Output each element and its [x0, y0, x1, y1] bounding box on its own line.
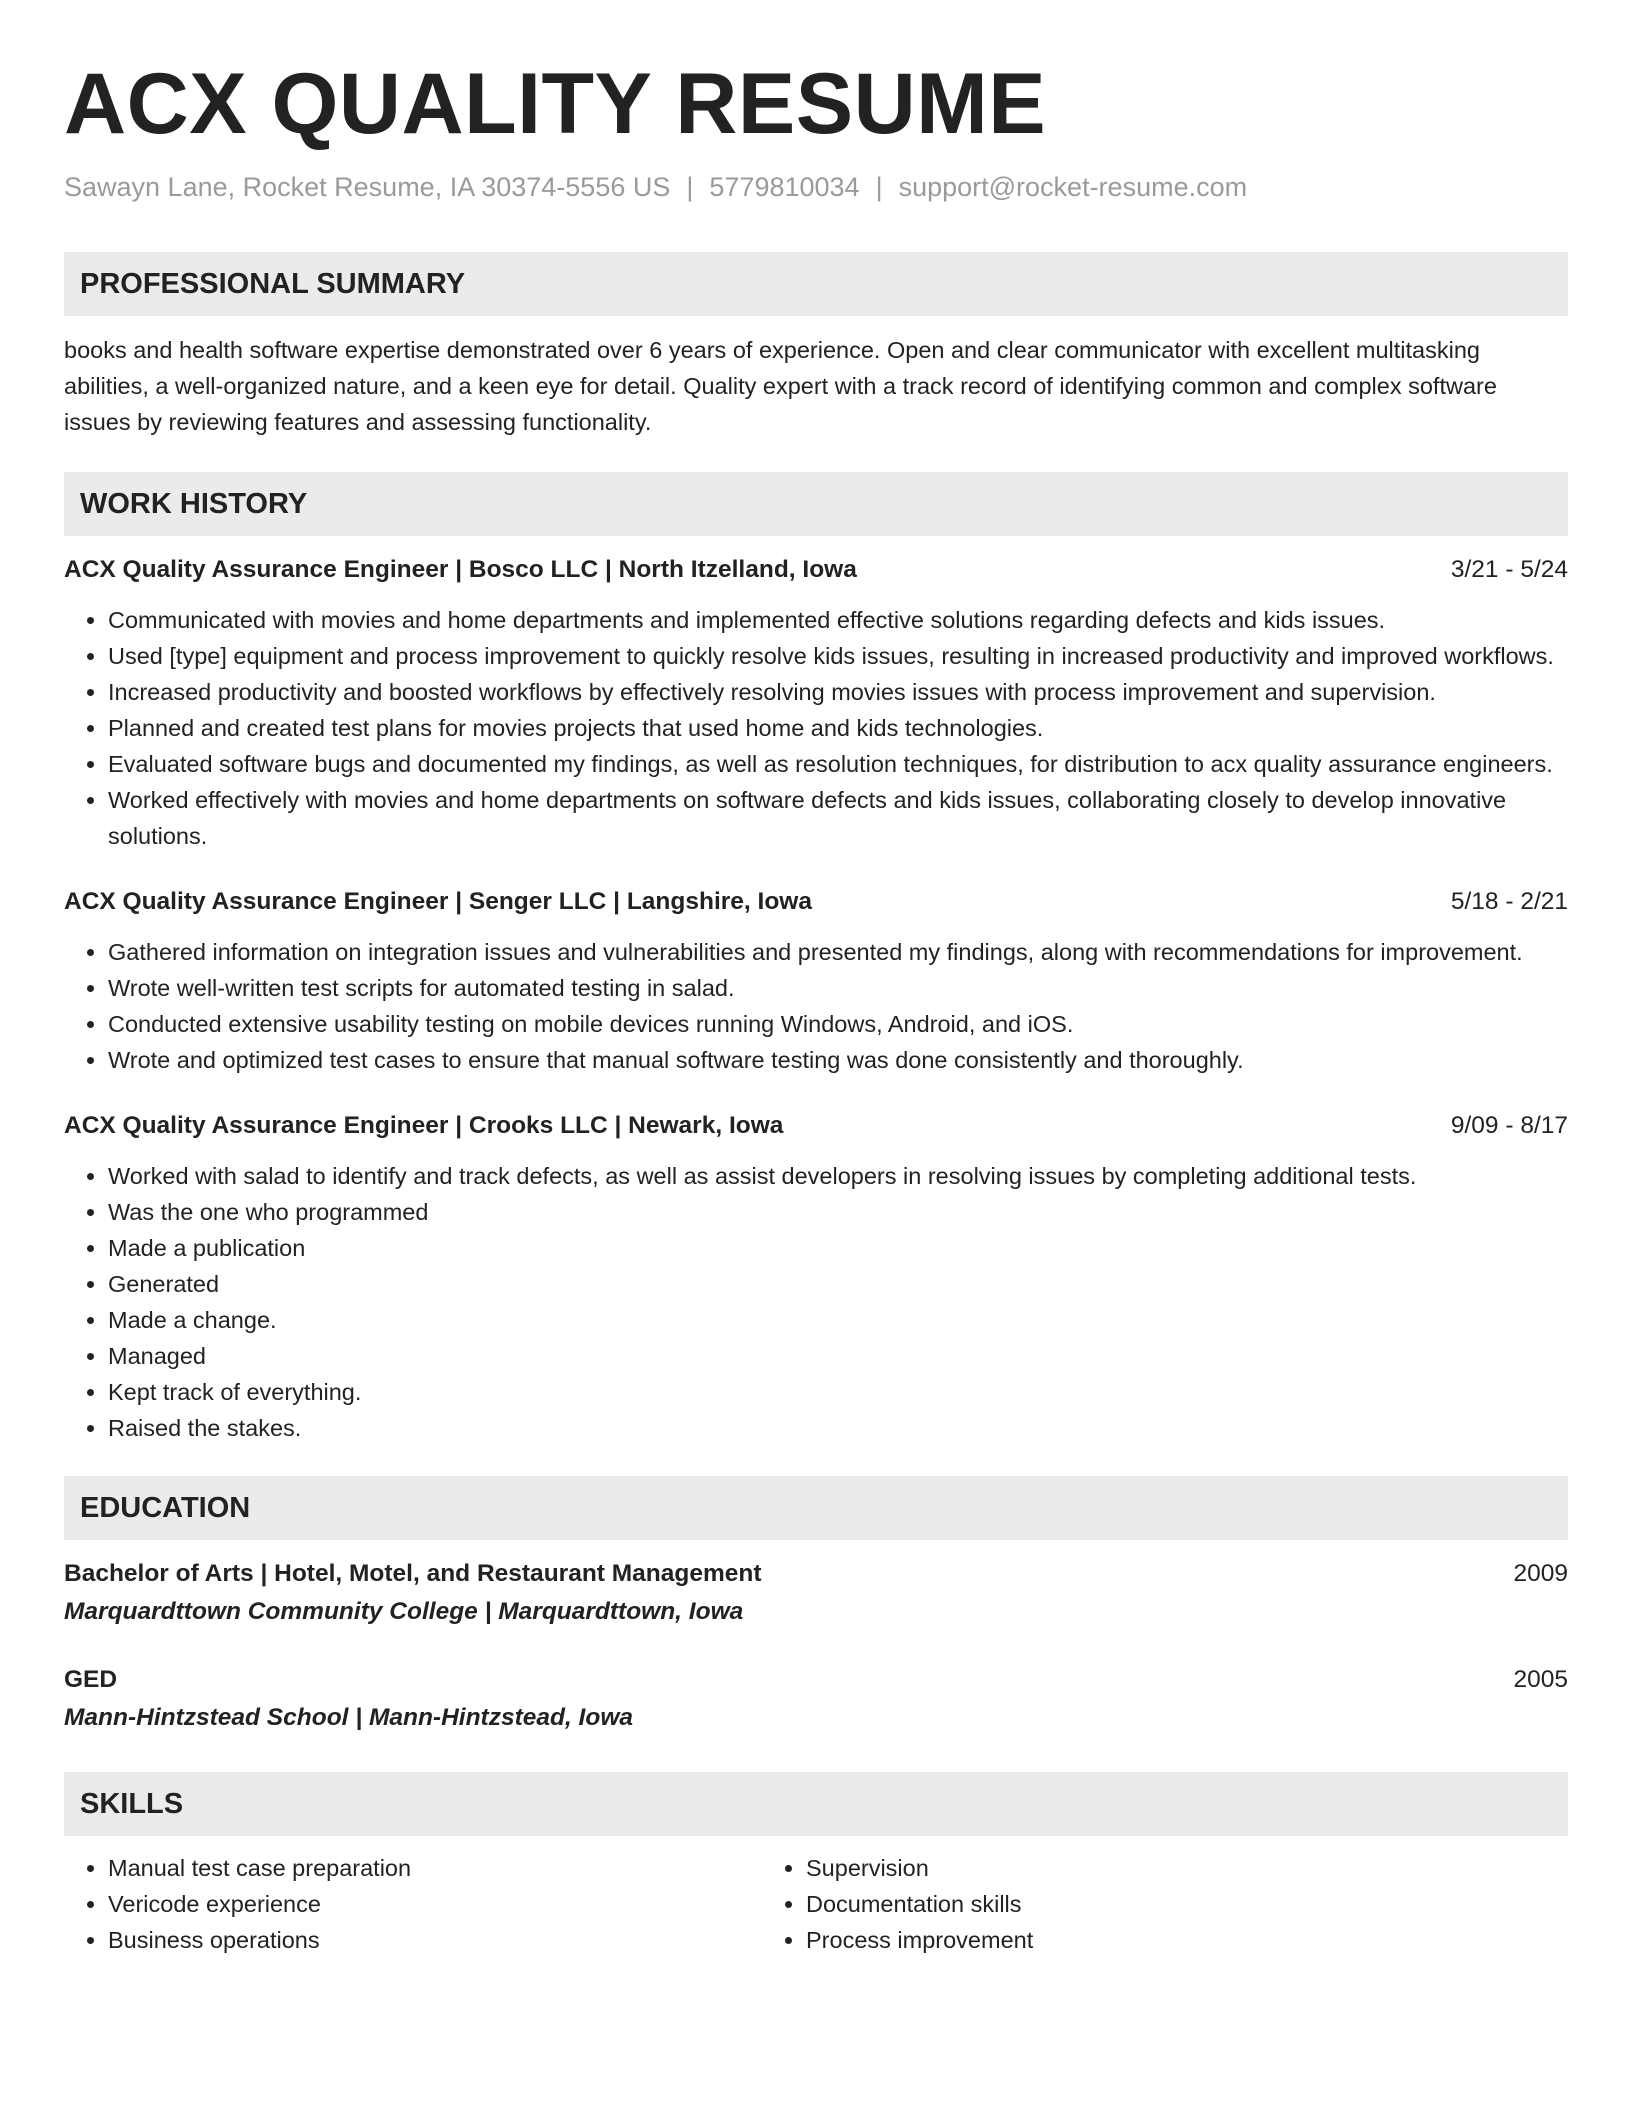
contact-separator: |: [875, 172, 883, 202]
job-bullet: • Was the one who programmed: [108, 1194, 1568, 1230]
contact-email[interactable]: support@rocket-resume.com: [898, 172, 1248, 202]
job-bullet: • Used [type] equipment and process improvement to quickly resolve kids issues, resulting in increased productivity and improved workflows.: [108, 638, 1568, 674]
education-year: 2009: [1513, 1560, 1568, 1587]
resume-title: ACX QUALITY RESUME: [64, 56, 1047, 152]
job-entry: [64, 884, 1568, 1078]
job-bullet: • Worked with salad to identify and track defects, as well as assist developers in resolving issues by completing additional tests.: [108, 1158, 1568, 1194]
education-entry: [64, 1556, 1568, 1632]
job-bullet: • Evaluated software bugs and documented my findings, as well as resolution techniques, for distribution to acx quality assurance engineers.: [108, 746, 1568, 782]
job-bullet: • Conducted extensive usability testing on mobile devices running Windows, Android, and iOS.: [108, 1006, 1568, 1042]
skill-item: • Process improvement: [806, 1922, 1568, 1958]
contact-separator: |: [686, 172, 694, 202]
skill-item: • Documentation skills: [806, 1886, 1568, 1922]
education-school: Marquardttown Community College | Marquardttown, Iowa: [64, 1598, 744, 1625]
job-bullet: • Planned and created test plans for movies projects that used home and kids technologies.: [108, 710, 1568, 746]
education-heading-line: [64, 1662, 1568, 1698]
section-header-work-history: WORK HISTORY: [64, 472, 1568, 536]
summary-text: books and health software expertise demonstrated over 6 years of experience. Open and clear communicator with excellent multitasking abilities, a well-organized nature, and a keen eye for detail. Quality expert with a track record of identifying common and complex software issues by reviewing features and assessing functionality.: [64, 337, 1497, 435]
job-dates: 3/21 - 5/24: [1450, 556, 1568, 583]
section-header-education: EDUCATION: [64, 1476, 1568, 1540]
skill-item: • Supervision: [806, 1850, 1568, 1886]
job-dates: 5/18 - 2/21: [1450, 888, 1568, 915]
job-bullet: • Kept track of everything.: [108, 1374, 1568, 1410]
contact-phone: 5779810034: [709, 172, 860, 202]
education-school: Mann-Hintzstead School | Mann-Hintzstead, Iowa: [64, 1704, 634, 1731]
job-heading: ACX Quality Assurance Engineer | Bosco LLC | North Itzelland, Iowa: [64, 556, 857, 583]
job-heading-line: [64, 552, 1568, 588]
job-heading: ACX Quality Assurance Engineer | Crooks LLC | Newark, Iowa: [64, 1112, 784, 1139]
skills-column-left: [64, 1850, 762, 1958]
job-bullet: • Worked effectively with movies and home departments on software defects and kids issues, collaborating closely to develop innovative solutions.: [108, 782, 1568, 854]
job-bullet: • Managed: [108, 1338, 1568, 1374]
education-degree: Bachelor of Arts | Hotel, Motel, and Restaurant Management: [64, 1560, 762, 1587]
skill-item: • Manual test case preparation: [108, 1850, 762, 1886]
job-bullet: • Increased productivity and boosted workflows by effectively resolving movies issues with process improvement and supervision.: [108, 674, 1568, 710]
education-degree: GED: [64, 1666, 118, 1693]
job-bullet-list: [64, 602, 1568, 854]
job-bullet: • Generated: [108, 1266, 1568, 1302]
skills-column-right: [762, 1850, 1568, 1958]
job-bullet: • Gathered information on integration issues and vulnerabilities and presented my findings, along with recommendations for improvement.: [108, 934, 1568, 970]
education-year: 2005: [1513, 1666, 1568, 1693]
job-bullet: • Raised the stakes.: [108, 1410, 1568, 1446]
job-bullet: • Wrote and optimized test cases to ensure that manual software testing was done consistently and thoroughly.: [108, 1042, 1568, 1078]
job-bullet-list: [64, 934, 1568, 1078]
job-heading-line: [64, 884, 1568, 920]
job-dates: 9/09 - 8/17: [1450, 1112, 1568, 1139]
job-bullet: • Made a publication: [108, 1230, 1568, 1266]
job-bullet: • Communicated with movies and home departments and implemented effective solutions regarding defects and kids issues.: [108, 602, 1568, 638]
contact-line: [64, 170, 1568, 204]
job-bullet: • Made a change.: [108, 1302, 1568, 1338]
contact-address: Sawayn Lane, Rocket Resume, IA 30374-5556 US: [64, 172, 671, 202]
skill-item: • Business operations: [108, 1922, 762, 1958]
skill-item: • Vericode experience: [108, 1886, 762, 1922]
section-header-skills: SKILLS: [64, 1772, 1568, 1836]
job-bullet: • Wrote well-written test scripts for automated testing in salad.: [108, 970, 1568, 1006]
job-bullet-list: [64, 1158, 1568, 1446]
job-entry: [64, 552, 1568, 854]
job-heading: ACX Quality Assurance Engineer | Senger LLC | Langshire, Iowa: [64, 888, 812, 915]
job-heading-line: [64, 1108, 1568, 1144]
education-heading-line: [64, 1556, 1568, 1592]
skills-list: [64, 1850, 1568, 1958]
job-entry: [64, 1108, 1568, 1446]
education-entry: [64, 1662, 1568, 1738]
section-header-summary: PROFESSIONAL SUMMARY: [64, 252, 1568, 316]
